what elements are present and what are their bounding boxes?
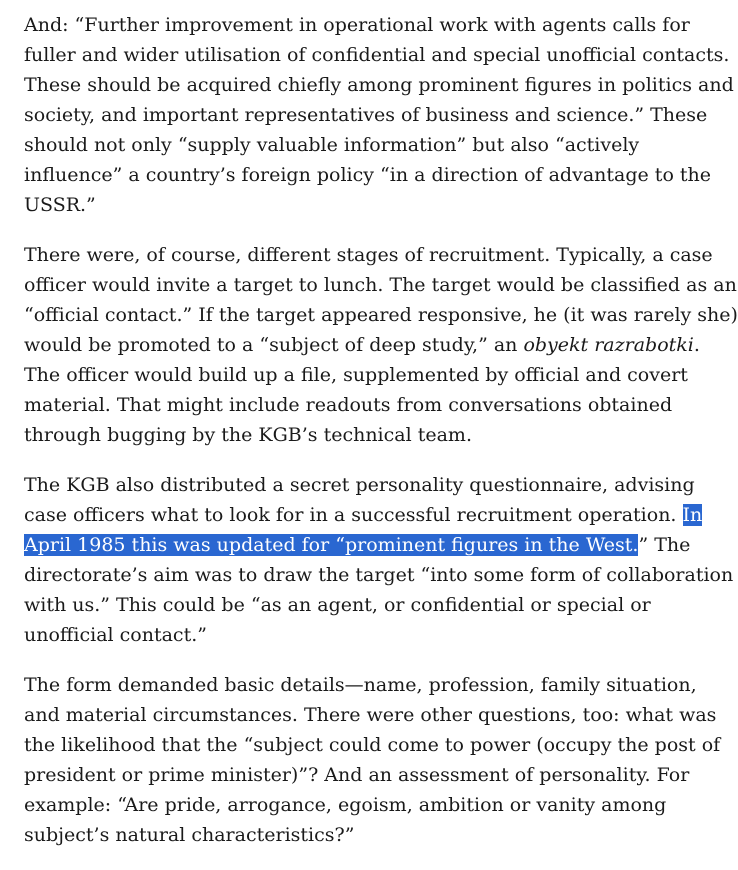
text-line: influence” a country’s foreign policy “in a direction of advantage to the xyxy=(24,164,712,186)
text-line: society, and important representatives of business and science.” These xyxy=(24,104,708,126)
text-line: unofficial contact.” xyxy=(24,624,207,646)
text-line: The KGB also distributed a secret personality questionnaire, advising xyxy=(24,474,695,496)
text-line xyxy=(24,330,700,360)
paragraph-2 xyxy=(24,240,738,450)
text-line: the likelihood that the “subject could come to power (occupy the post of xyxy=(24,734,721,756)
text-line: officer would invite a target to lunch. The target would be classified as an xyxy=(24,274,737,296)
text-run: ” The xyxy=(638,534,691,556)
text-line: The officer would build up a file, supplemented by official and covert xyxy=(24,364,688,386)
paragraph-3 xyxy=(24,470,734,650)
text-line: material. That might include readouts from conversations obtained xyxy=(24,394,673,416)
text-line: USSR.” xyxy=(24,194,96,216)
text-run: . xyxy=(693,334,700,356)
text-line: through bugging by the KGB’s technical team. xyxy=(24,424,472,446)
text-line: subject’s natural characteristics?” xyxy=(24,824,355,846)
text-line: And: “Further improvement in operational work with agents calls for xyxy=(24,14,690,36)
text-line: “official contact.” If the target appeared responsive, he (it was rarely she) xyxy=(24,304,738,326)
paragraph-4 xyxy=(24,670,721,850)
text-run: case officers what to look for in a successful recruitment operation. xyxy=(24,504,683,526)
paragraph-1 xyxy=(24,10,734,220)
text-line: directorate’s aim was to draw the target “into some form of collaboration xyxy=(24,564,734,586)
text-line: should not only “supply valuable information” but also “actively xyxy=(24,134,640,156)
text-line xyxy=(24,530,691,560)
selected-text[interactable]: In xyxy=(682,504,703,526)
text-line: with us.” This could be “as an agent, or confidential or special or xyxy=(24,594,651,616)
selected-text[interactable]: April 1985 this was updated for “prominent figures in the West. xyxy=(24,534,639,556)
article-body xyxy=(24,10,738,870)
text-line: These should be acquired chiefly among prominent figures in politics and xyxy=(24,74,734,96)
text-line: president or prime minister)”? And an assessment of personality. For xyxy=(24,764,690,786)
text-line: fuller and wider utilisation of confidential and special unofficial contacts. xyxy=(24,44,730,66)
text-line: and material circumstances. There were other questions, too: what was xyxy=(24,704,717,726)
text-line: There were, of course, different stages of recruitment. Typically, a case xyxy=(24,244,713,266)
text-line: example: “Are pride, arrogance, egoism, ambition or vanity among xyxy=(24,794,667,816)
text-line: The form demanded basic details—name, profession, family situation, xyxy=(24,674,697,696)
italic-term: obyekt razrabotki xyxy=(523,334,694,356)
text-run: would be promoted to a “subject of deep study,” an xyxy=(24,334,524,356)
text-line xyxy=(24,500,703,530)
